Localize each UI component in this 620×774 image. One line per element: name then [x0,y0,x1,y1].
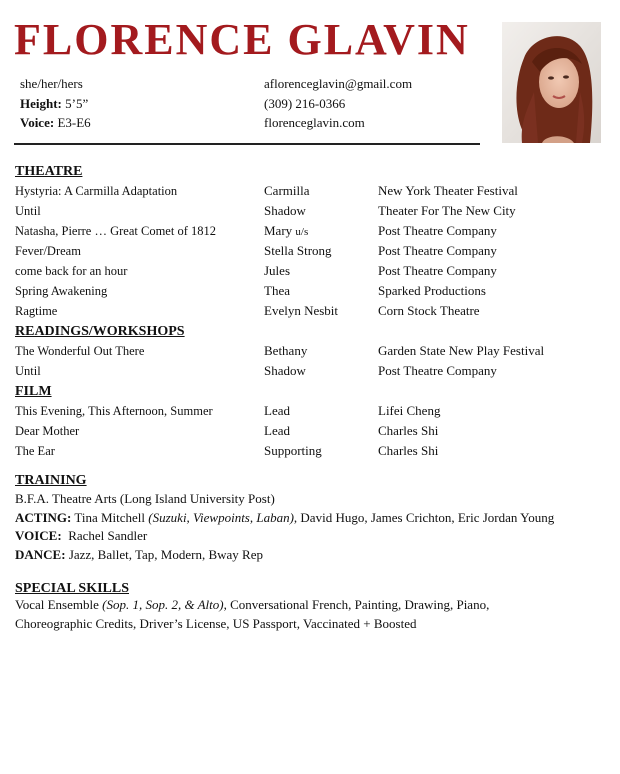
credit-company: Post Theatre Company [378,223,497,238]
credit-title: Spring Awakening [15,284,108,298]
credit-company: New York Theater Festival [378,183,518,198]
voice-training: VOICE: Rachel Sandler [15,528,148,543]
credit-title: Dear Mother [15,424,80,438]
credit-company: Charles Shi [378,443,439,458]
credit-title: Until [15,364,41,378]
degree: B.F.A. Theatre Arts (Long Island University Post) [15,491,275,506]
credit-company: Theater For The New City [378,203,516,218]
credit-title: The Wonderful Out There [15,344,145,358]
training-heading: TRAINING [15,473,87,488]
acting-training: ACTING: Tina Mitchell (Suzuki, Viewpoints, Laban), David Hugo, James Crichton, Eric Jordan Young [15,509,555,525]
credit-row [15,361,615,381]
credit-company: Post Theatre Company [378,363,497,378]
understudy-note: u/s [295,226,309,238]
film-heading: FILM [15,384,52,399]
film-credits [15,401,615,461]
credit-role: Shadow [264,363,306,378]
credit-row [15,441,615,461]
credit-role: Mary u/s [264,223,309,238]
actor-name: FLORENCE GLAVIN [14,15,470,64]
credit-title: The Ear [15,444,55,458]
phone[interactable]: (309) 216-0366 [264,95,346,111]
credit-role: Thea [264,283,290,298]
website[interactable]: florenceglavin.com [264,115,365,130]
contact-info [264,74,412,133]
credit-role: Bethany [264,343,308,358]
credit-role: Lead [264,423,290,438]
credit-row [15,221,615,241]
skills-heading: SPECIAL SKILLS [15,581,129,596]
headshot-photo [502,22,601,143]
credit-company: Charles Shi [378,423,439,438]
credit-role: Shadow [264,203,306,218]
credit-row [15,241,615,261]
credit-row [15,301,615,321]
credit-title: Until [15,204,41,218]
credit-title: Natasha, Pierre … Great Comet of 1812 [15,224,216,238]
skills-details [15,596,489,633]
credit-role: Supporting [264,443,322,458]
credit-company: Sparked Productions [378,283,486,298]
readings-credits [15,341,615,381]
skills-line: Choreographic Credits, Driver’s License, US Passport, Vaccinated + Boosted [15,615,417,631]
email[interactable]: aflorenceglavin@gmail.com [264,76,413,91]
credit-row [15,401,615,421]
pronouns: she/her/hers [20,76,83,91]
credit-row [15,181,615,201]
credit-title: come back for an hour [15,264,128,278]
voice-range: Voice: E3-E6 [20,115,91,130]
height: Height: 5’5” [20,95,89,111]
credit-role: Lead [264,403,290,418]
credit-role: Carmilla [264,183,310,198]
credit-row [15,201,615,221]
credit-title: Ragtime [15,304,58,318]
credit-company: Corn Stock Theatre [378,303,480,318]
dance-training: DANCE: Jazz, Ballet, Tap, Modern, Bway Rep [15,546,263,562]
credit-row [15,261,615,281]
personal-info [20,74,91,133]
header-divider [14,143,480,145]
training-details [15,490,554,564]
credit-role: Stella Strong [264,243,332,258]
credit-company: Garden State New Play Festival [378,343,545,358]
credit-title: Hystyria: A Carmilla Adaptation [15,184,178,198]
credit-role: Jules [264,263,290,278]
credit-company: Lifei Cheng [378,403,441,418]
credit-title: This Evening, This Afternoon, Summer [15,404,213,418]
theatre-credits [15,181,615,321]
readings-heading: READINGS/WORKSHOPS [15,324,185,339]
skills-line: Vocal Ensemble (Sop. 1, Sop. 2, & Alto), Conversational French, Painting, Drawing, Piano, [15,597,490,612]
credit-role: Evelyn Nesbit [264,303,339,318]
credit-row [15,341,615,361]
credit-title: Fever/Dream [15,244,81,258]
credit-row [15,421,615,441]
credit-company: Post Theatre Company [378,243,497,258]
credit-row [15,281,615,301]
theatre-heading: THEATRE [15,164,83,179]
credit-company: Post Theatre Company [378,263,497,278]
